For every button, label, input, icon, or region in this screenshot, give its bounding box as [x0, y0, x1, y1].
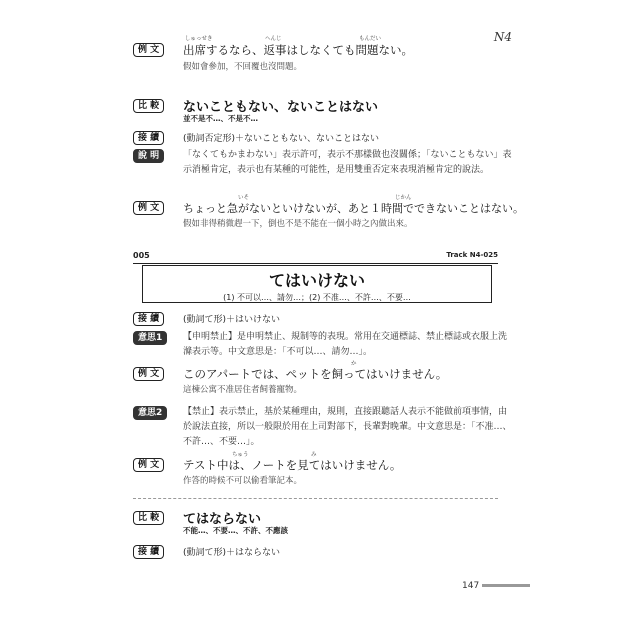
meaning2-tag: 意思2: [133, 406, 167, 420]
compare-block-1: [133, 97, 513, 127]
example-tag: 例 文: [133, 201, 164, 215]
section-header-bar: [133, 251, 498, 264]
example-translation: 假如非得稍微趕一下，倒也不是不能在一個小時之內做出來。: [183, 219, 413, 229]
page-number: 147: [462, 581, 480, 591]
connect-text: (動詞て形)＋はいけない: [183, 315, 281, 325]
furigana: へんじ: [265, 36, 282, 42]
example-sentence-jp: 出席するなら、返事はしなくても問題ない。: [183, 43, 413, 57]
example-sentence-jp: ちょっと急がないといけないが、あと１時間でできないことはない。: [183, 202, 524, 215]
explain-tag: 說 明: [133, 149, 164, 163]
connect-tag: 接 續: [133, 312, 164, 326]
furigana: じかん: [395, 195, 412, 201]
connect-tag: 接 續: [133, 545, 164, 559]
connect-tag: 接 續: [133, 131, 164, 145]
compare-tag: 比 較: [133, 99, 164, 113]
grammar-title: てはいけない: [268, 271, 365, 290]
grammar-meaning: (1) 不可以…、請勿…；(2) 不准…、不許…、不要…: [223, 293, 411, 302]
explain-text: 「なくてもかまわない」表示許可，表示不那樣做也沒關係；「ないこともない」表示消極肯定，表示也有某種的可能性，是用雙重否定來表現消極肯定的說法。: [183, 150, 512, 175]
compare-header: ないこともない、ないことはない: [183, 100, 379, 115]
furigana: もんだい: [359, 36, 382, 42]
example-translation: 這棟公寓不准居住者飼養寵物。: [183, 385, 303, 395]
divider: [133, 498, 498, 499]
furigana: いそ: [238, 195, 250, 201]
level-label: N4: [493, 30, 512, 44]
example-tag: 例 文: [133, 43, 164, 57]
compare-header: てはならない: [183, 512, 262, 527]
example-block-4: [133, 452, 513, 487]
track-label: Track N4-025: [446, 251, 498, 259]
section-number: 005: [133, 251, 150, 260]
example-translation: 假如會參加，不回覆也沒問題。: [183, 62, 303, 72]
connect-block-2: [133, 311, 513, 325]
connect-text: (動詞て形)＋はならない: [183, 548, 281, 558]
furigana: か: [351, 361, 357, 367]
example-block-2: [133, 195, 524, 230]
explain-block: [133, 148, 513, 196]
page-number-bar: [482, 584, 530, 587]
compare-tag: 比 較: [133, 511, 164, 525]
connect-text: (動詞否定形)＋ないこともない、ないことはない: [183, 134, 380, 144]
connect-block-1: [133, 130, 513, 144]
connect-block-3: [133, 544, 513, 558]
compare-block-2: [133, 509, 513, 539]
example-translation: 作答的時候不可以偷看筆記本。: [183, 476, 303, 486]
compare-subtitle: 不能…、不要…、不許、不應該: [183, 526, 288, 535]
compare-subtitle: 並不是不…、不是不…: [183, 114, 258, 123]
meaning-block-2: [133, 405, 513, 453]
example-sentence-jp: テスト中は、ノートを見てはいけません。: [183, 458, 402, 472]
furigana: しゅっせき: [185, 36, 213, 42]
meaning1-tag: 意思1: [133, 331, 167, 345]
grammar-title-box: [142, 265, 492, 303]
example-block-3: [133, 361, 513, 396]
example-tag: 例 文: [133, 367, 164, 381]
example-tag: 例 文: [133, 458, 164, 472]
meaning1-text: 【申明禁止】是申明禁止、規制等的表現。常用在交通標誌、禁止標誌或衣服上洗滌表示等。中文意思是：「不可以…、請勿…」。: [183, 332, 508, 357]
meaning2-text: 【禁止】表示禁止，基於某種理由，規則，直接跟聽話人表示不能做前項事情，由於說法直接，所以一般限於用在上司對部下，長輩對晚輩。中文意思是：「不准…、不許…、不要…」。: [183, 407, 512, 447]
example-sentence-jp: このアパートでは、ペットを飼ってはいけません。: [183, 367, 448, 381]
furigana: ちゅう: [232, 452, 249, 458]
furigana: み: [311, 452, 317, 458]
meaning-block-1: [133, 330, 513, 362]
